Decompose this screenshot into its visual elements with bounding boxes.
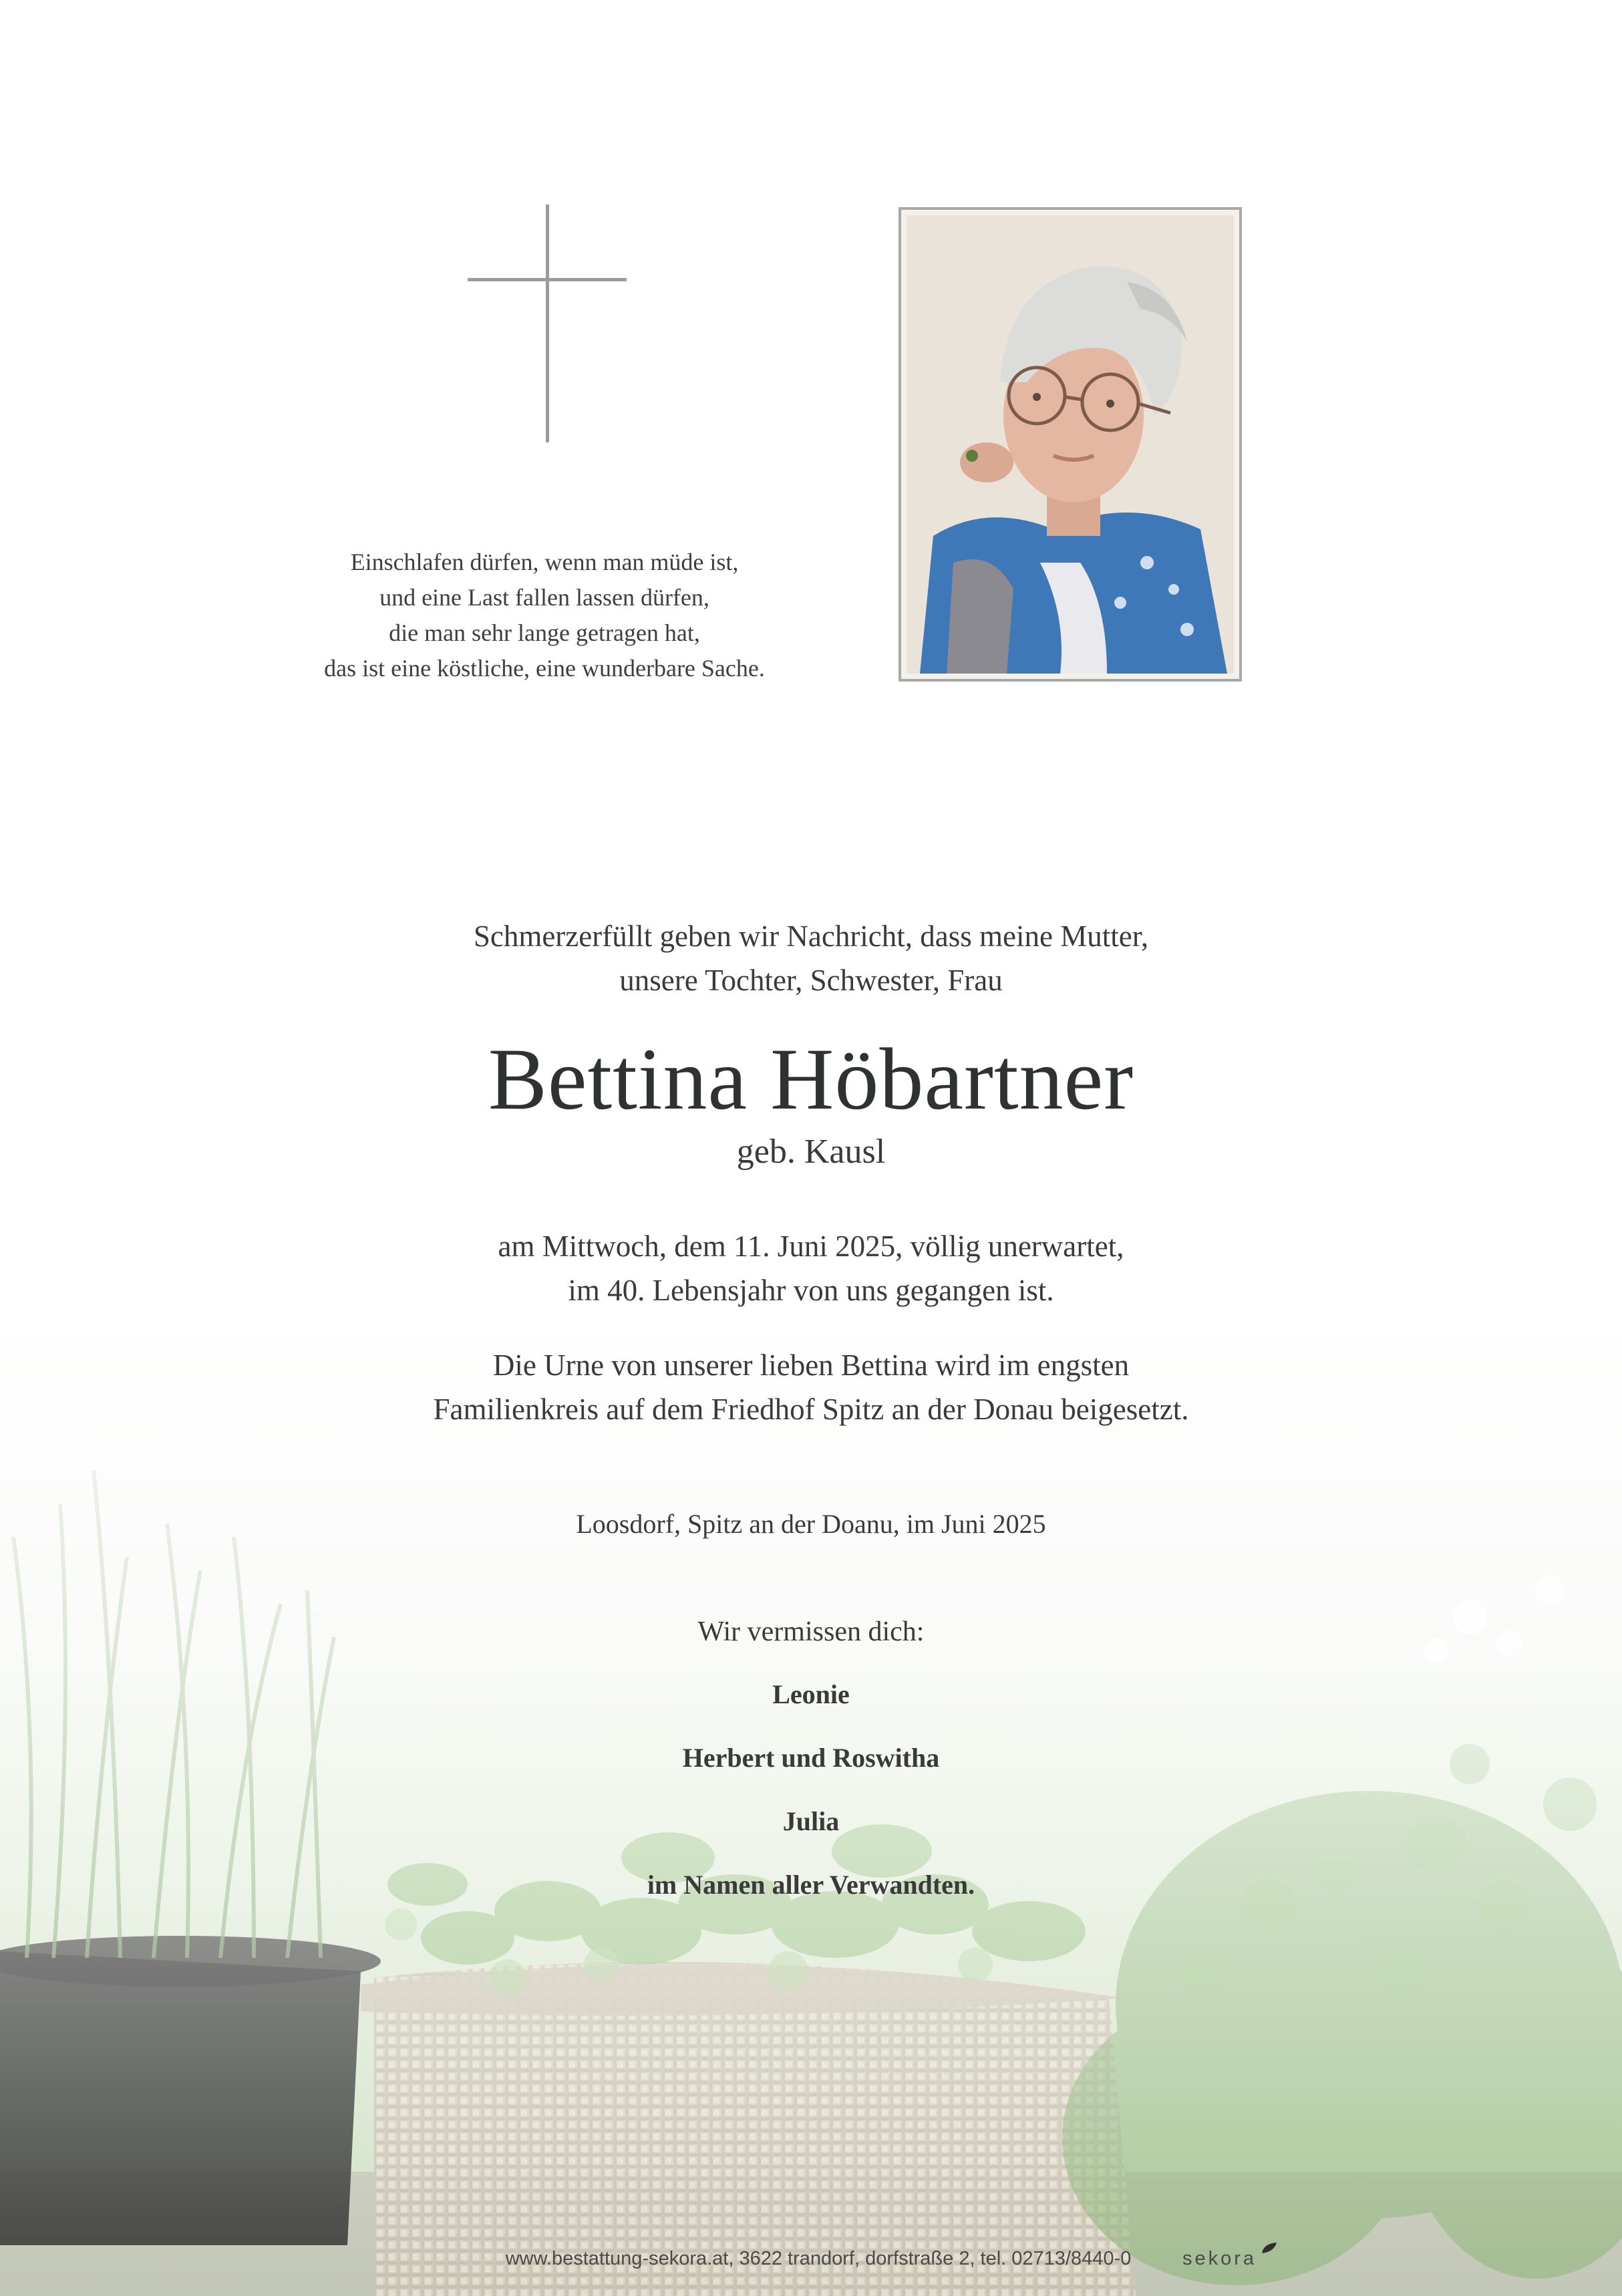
portrait-photo [899,207,1242,682]
funeral-home-contact: www.bestattung-sekora.at, 3622 trandorf, dorfstraße 2, tel. 02713/8440-0 [505,2248,1132,2269]
mourner-name: Leonie [772,1679,850,1709]
quote-line: das ist eine köstliche, eine wunderbare Sache. [324,655,765,682]
death-line: am Mittwoch, dem 11. Juni 2025, völlig unerwartet, [498,1230,1124,1263]
quote-line: die man sehr lange getragen hat, [389,619,700,646]
death-line: im 40. Lebensjahr von uns gegangen ist. [568,1274,1054,1307]
mourner-name: im Namen aller Verwandten. [647,1870,975,1900]
maiden-name: geb. Kausl [736,1133,886,1171]
death-notice [0,1224,1622,1312]
memorial-quote [254,545,835,686]
burial-notice [0,1343,1622,1431]
leaf-icon [1261,2241,1278,2255]
quote-line: und eine Last fallen lassen dürfen, [379,584,709,611]
intro-line: unsere Tochter, Schwester, Frau [619,964,1003,997]
urn-line: Familienkreis auf dem Friedhof Spitz an der Donau beigesetzt. [433,1393,1189,1426]
mourner-name: Herbert und Roswitha [682,1743,940,1773]
intro-line: Schmerzerfüllt geben wir Nachricht, dass meine Mutter, [473,919,1149,953]
quote-line: Einschlafen dürfen, wenn man müde ist, [350,549,739,575]
place-date: Loosdorf, Spitz an der Doanu, im Juni 2025 [576,1509,1046,1539]
deceased-name: Bettina Höbartner [488,1030,1134,1128]
mourners-heading: Wir vermissen dich: [697,1616,925,1647]
urn-line: Die Urne von unserer lieben Bettina wird im engsten [492,1348,1130,1382]
announcement-intro [0,914,1622,1002]
mourner-name: Julia [782,1806,840,1836]
funeral-home-brand: sekora [1182,2248,1257,2269]
